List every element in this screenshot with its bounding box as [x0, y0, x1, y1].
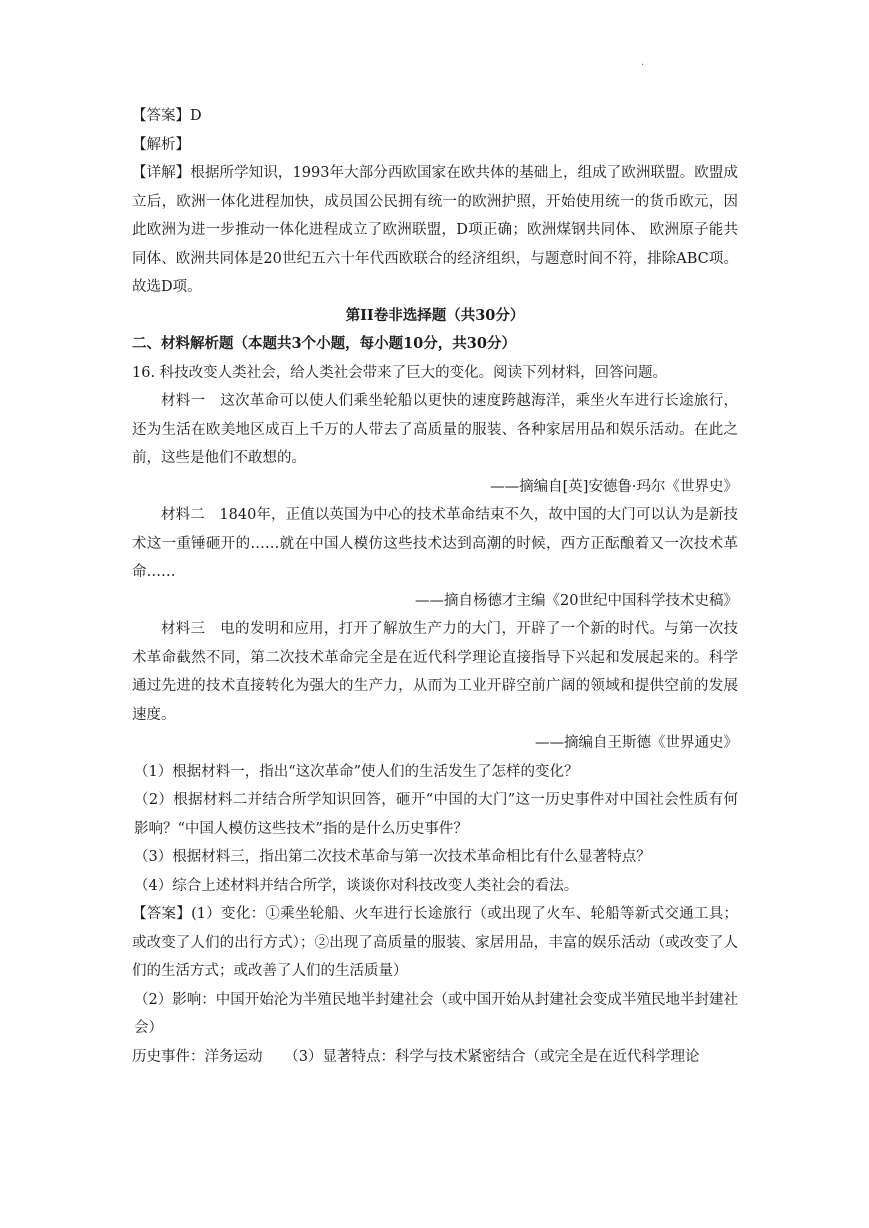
question-1: （1）根据材料一，指出“这次革命”使人们的生活发生了怎样的变化？ [134, 763, 579, 780]
material-3: 材料三 电的发明和应用，打开了解放生产力的大门，开辟了一个新的时代。与第一次技术革命截然不同，第二次技术革命完全是在近代科学理论直接指导下兴起和发展起来的。科学通过先进的技术直接转化为强大的生产力，从而为工业开辟空前广阔的领域和提供空前的发展速度。 [132, 621, 738, 723]
q15-analysis-label: 【解析】 [132, 136, 190, 153]
material-2: 材料二 1840年，正值以英国为中心的技术革命结束不久，故中国的大门可以认为是新技术这一重锤砸开的……就在中国人模仿这些技术达到高潮的时候，西方正酝酿着又一次技术革命…… [132, 507, 738, 580]
q16-stem: 16. 科技改变人类社会，给人类社会带来了巨大的变化。阅读下列材料，回答问题。 [132, 364, 668, 381]
q16-answer-2: （2）影响：中国开始沦为半殖民地半封建社会（或中国开始从封建社会变成半殖民地半封建社会） [134, 991, 738, 1036]
question-3: （3）根据材料三，指出第二次技术革命与第一次技术革命相比有什么显著特点？ [134, 849, 651, 865]
part-title: 二、材料解析题（本题共3个小题，每小题10分，共30分） [132, 335, 516, 352]
question-2: （2）根据材料二并结合所学知识回答，砸开“中国的大门”这一历史事件对中国社会性质有何影响？“中国人模仿这些技术”指的是什么历史事件？ [134, 792, 738, 837]
q16-answer-3: 历史事件：洋务运动 （3）显著特点：科学与技术紧密结合（或完全是在近代科学理论 [132, 1048, 700, 1065]
header-dot: . [641, 57, 645, 68]
q16-answer-1: 【答案】(1）变化：①乘坐轮船、火车进行长途旅行（或出现了火车、轮船等新式交通工具；或改变了人们的出行方式）；②出现了高质量的服装、家居用品，丰富的娱乐活动（或改变了人们的生活方式；或改善了人们的生活质量） [132, 906, 738, 979]
volume-title: 第II卷非选择题（共30分） [345, 306, 525, 324]
q15-detail: 【详解】根据所学知识，1993年大部分西欧国家在欧共体的基础上，组成了欧洲联盟。欧盟成立后，欧洲一体化进程加快，成员国公民拥有统一的欧洲护照，开始使用统一的货币欧元，因此欧洲为进一步推动一体化进程成立了欧洲联盟，D项正确；欧洲煤钢共同体、 欧洲原子能共同体、欧洲共同体是20世纪五六十年代西欧联合的经济组织，与题意时间不符，排除ABC项。故选D项。 [132, 165, 738, 295]
q15-answer: 【答案】D [132, 108, 202, 124]
material-2-source: ——摘自杨德才主编《20世纪中国科学技术史稿》 [415, 592, 738, 609]
material-1-source: ——摘编自[英]安德鲁·玛尔《世界史》 [490, 478, 738, 495]
material-1: 材料一 这次革命可以使人们乘坐轮船以更快的速度跨越海洋，乘坐火车进行长途旅行，还为生活在欧美地区成百上千万的人带去了高质量的服装、各种家居用品和娱乐活动。在此之前，这些是他们不敢想的。 [132, 393, 738, 466]
question-4: （4）综合上述材料并结合所学，谈谈你对科技改变人类社会的看法。 [134, 877, 579, 894]
material-3-source: ——摘编自王斯德《世界通史》 [535, 735, 738, 751]
document-page [132, 102, 738, 1071]
